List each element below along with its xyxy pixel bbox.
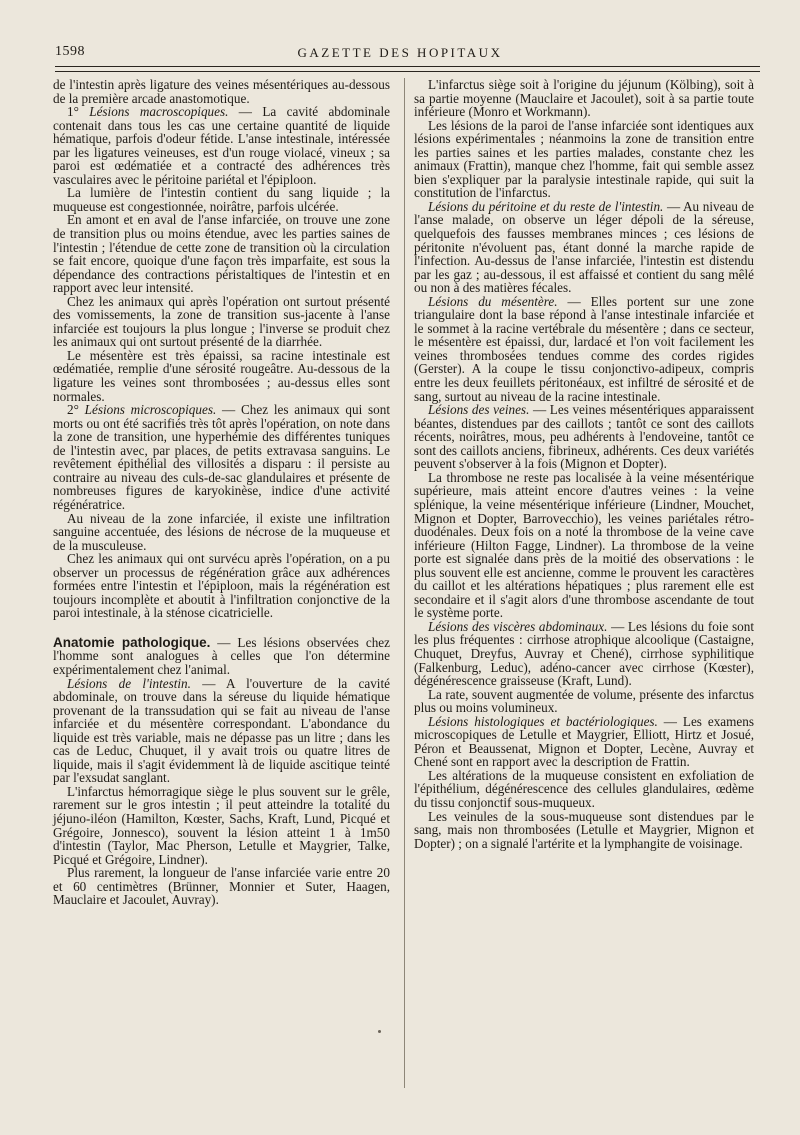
left-column — [53, 78, 390, 907]
paragraph: 1° Lésions macroscopiques. — La cavité abdominale contenait dans tous les cas une certaine quantité de liquide hématique, parfois d'odeur fétide. L'anse intestinale, intéressée par les ligatures veineuses, est d'un rouge violacé, vineux ; sa paroi est œdématiée et a contracté des adhérences très vasculaires avec le péritoine pariétal et l'épiploon. — [53, 104, 390, 187]
subheading: Lésions des veines. — [428, 402, 530, 418]
paragraph: Chez les animaux qui ont survécu après l'opération, on a pu observer un processus de régénération grâce aux adhérences formées entre l'intestin et l'épiploon, mais la régénération est toujours incomplète et aboutit à l'infiltration conjonctive de la paroi intestinale, à la sténose cicatricielle. — [53, 551, 390, 621]
paragraph: Les veinules de la sous-muqueuse sont distendues par le sang, mais non thrombosées (Letulle et Maygrier, Mignon et Dopter) ; on a signalé l'artérite et la lymphangite de voisinage. — [414, 808, 754, 851]
right-column — [414, 78, 754, 850]
subheading: Lésions du péritoine et du reste de l'intestin. — [428, 198, 664, 214]
paragraph: Le mésentère est très épaissi, sa racine intestinale est œdématiée, remplie d'une sérosité rougeâtre. Au-dessous de la ligature les veines sont thrombosées ; au-dessus elles sont normales. — [53, 347, 390, 404]
paragraph: Chez les animaux qui après l'opération ont surtout présenté des vomissements, la zone de transition sus-jacente à l'anse infarciée est toujours la plus longue ; l'inverse se produit chez les animaux qui ont surtout présenté de la diarrhée. — [53, 293, 390, 350]
paragraph: La thrombose ne reste pas localisée à la veine mésentérique supérieure, mais atteint encore d'autres veines : la veine splénique, la veine mésentérique inférieure (Lindner, Mouchet, Mignon et Dopter, Barrovecchio), les veines pariétales rétro-duodénales. Deux fois on a noté la thrombose de la veine cave inférieure (Hilton Fagge, Lindner). La thrombose de la veine porte est signalée dans près de la moitié des observations : le plus souvent elle est ancienne, comme le prouvent les caractères du caillot et les altérations hépatiques ; plus rarement elle est secondaire et il s'agit alors d'une thrombose ascendante de tout le système porte. — [414, 469, 754, 621]
page-number: 1598 — [55, 44, 85, 59]
paragraph: L'infarctus siège soit à l'origine du jéjunum (Kölbing), soit à sa partie moyenne (Mauclaire et Jacoulet), soit à sa partie toute inférieure (Monro et Workmann). — [414, 77, 754, 120]
paragraph: Lésions histologiques et bactériologiques. — Les examens microscopiques de Letulle et Maygrier, Elliott, Hirtz et Josué, Péron et Beaussenat, Mignon et Dopter, Lecène, Auvray et Chené sont en rapport avec la description de Frattin. — [414, 713, 754, 770]
subheading: Lésions histologiques et bactériologiques. — [428, 713, 658, 729]
section-paragraph: Anatomie pathologique. — Les lésions observées chez l'homme sont analogues à celles que l'on détermine expérimentalement chez l'animal. — [53, 634, 390, 677]
subheading: Lésions des viscères abdominaux. — [428, 618, 608, 634]
running-title: GAZETTE DES HOPITAUX — [297, 45, 503, 60]
header-rule-thin — [55, 71, 760, 72]
paragraph: de l'intestin après ligature des veines mésentériques au-dessous de la première arcade anastomotique. — [53, 77, 390, 106]
subheading: Lésions du mésentère. — [428, 293, 558, 309]
subheading: Lésions microscopiques. — [84, 402, 217, 418]
paragraph: Les altérations de la muqueuse consistent en exfoliation de l'épithélium, dégénérescence des cellules glandulaires, œdème du tissu conjonctif sous-muqueux. — [414, 767, 754, 810]
paragraph: En amont et en aval de l'anse infarciée, on trouve une zone de transition plus ou moins étendue, avec les parties saines de l'intestin ; l'étendue de cette zone de transition où la circulation se fait encore, quoique d'une façon très imparfaite, est sous la dépendance des contractions péristaltiques de l'intestin et en rapport avec leur intensité. — [53, 212, 390, 296]
paragraph: Lésions du péritoine et du reste de l'intestin. — Au niveau de l'anse malade, on observe un léger dépoli de la séreuse, quelquefois des fausses membranes minces ; ces lésions de péritonite n'évoluent pas, étant donné la marche rapide de l'infection. Au-dessus de l'anse infarciée, l'intestin est distendu par les gaz ; au-dessous, il est affaissé et contient du sang mêlé ou non à des matières fécales. — [414, 198, 754, 296]
paragraph: Lésions des viscères abdominaux. — Les lésions du foie sont les plus fréquentes : cirrhose atrophique alcoolique (Castaigne, Chuquet, Dreyfus, Auvray et Chené), cirrhose syphilitique (Falkenburg, Leduc), adéno-cancer avec cirrhose (Kœster), dégénérescence graisseuse (Kraft, Lund). — [414, 618, 754, 689]
paper-speck — [378, 1030, 381, 1033]
paragraph: 2° Lésions microscopiques. — Chez les animaux qui sont morts ou ont été sacrifiés très tôt après l'opération, on note dans la zone de transition, une hyperhémie des différentes tuniques de l'intestin avec, par places, de petits extravasa sanguins. Le revêtement épithélial des villosités a disparu : il persiste au contraire au niveau des culs-de-sac glandulaires et présente de nombreuses figures de karyokinèse, indice d'une activité régénératrice. — [53, 402, 390, 512]
paragraph: Lésions du mésentère. — Elles portent sur une zone triangulaire dont la base répond à l'anse intestinale infarciée et le sommet à la racine vertébrale du mésentère ; dans ce secteur, le mésentère est épaissi, dur, lardacé et l'on voit facilement les veines thrombosées tendues comme des cordes rigides (Gerster). A la coupe le tissu conjonctivo-adipeux, compris entre les deux feuillets péritonéaux, est infiltré de sérosité et de sang, surtout au niveau de la racine intestinale. — [414, 293, 754, 404]
paragraph: Plus rarement, la longueur de l'anse infarciée varie entre 20 et 60 centimètres (Brünner, Monnier et Suter, Haagen, Mauclaire et Jacoulet, Auvray). — [53, 865, 390, 908]
paragraph: Les lésions de la paroi de l'anse infarciée sont identiques aux lésions expérimentales ; néanmoins la zone de transition entre les parties saines et les parties malades, constante chez les animaux (Frattin), manque chez l'homme, fait qui semble assez bien s'expliquer par la paralysie intestinale rapide, qui suit la constitution de l'infarctus. — [414, 117, 754, 201]
paragraph: L'infarctus hémorragique siège le plus souvent sur le grêle, rarement sur le gros intestin ; il peut atteindre la totalité du jéjuno-iléon (Hamilton, Kœster, Sachs, Kraft, Lund, Picqué et Grégoire, Jonnesco), souvent la lésion atteint 1 à 1m50 d'intestin (Taylor, Mac Pherson, Letulle et Maygrier, Talke, Picqué et Grégoire, Lindner). — [53, 783, 390, 867]
paragraph: Lésions de l'intestin. — A l'ouverture de la cavité abdominale, on trouve dans la séreuse du liquide hématique provenant de la transsudation qui se fait au niveau de l'anse infarciée et du mésentère correspondant. L'abondance du liquide est très variable, mais ne dépasse pas un litre ; dans les cas de Leduc, Chuquet, il y avait trois ou quatre litres de liquide, mais il s'agit évidemment là de liquide ascitique teinté par l'exsudat sanglant. — [53, 675, 390, 786]
paragraph: Lésions des veines. — Les veines mésentériques apparaissent béantes, distendues par des caillots ; tantôt ce sont des caillots récents, noirâtres, mous, peu adhérents à l'endoveine, tantôt ce sont des caillots anciens, fibrineux, adhérents. Ces deux variétés peuvent s'observer à la fois (Mignon et Dopter). — [414, 402, 754, 472]
column-divider — [404, 78, 405, 1088]
paragraph: Au niveau de la zone infarciée, il existe une infiltration sanguine accentuée, des lésions de nécrose de la muqueuse et de la musculeuse. — [53, 510, 390, 553]
header-rule — [55, 66, 760, 67]
subheading: Lésions de l'intestin. — [67, 675, 191, 691]
section-title: Anatomie pathologique. — [53, 634, 211, 650]
paragraph: La lumière de l'intestin contient du sang liquide ; la muqueuse est congestionnée, noirâtre, parfois ulcérée. — [53, 185, 390, 214]
paragraph: La rate, souvent augmentée de volume, présente des infarctus plus ou moins volumineux. — [414, 686, 754, 716]
subheading: Lésions macroscopiques. — [89, 104, 229, 120]
